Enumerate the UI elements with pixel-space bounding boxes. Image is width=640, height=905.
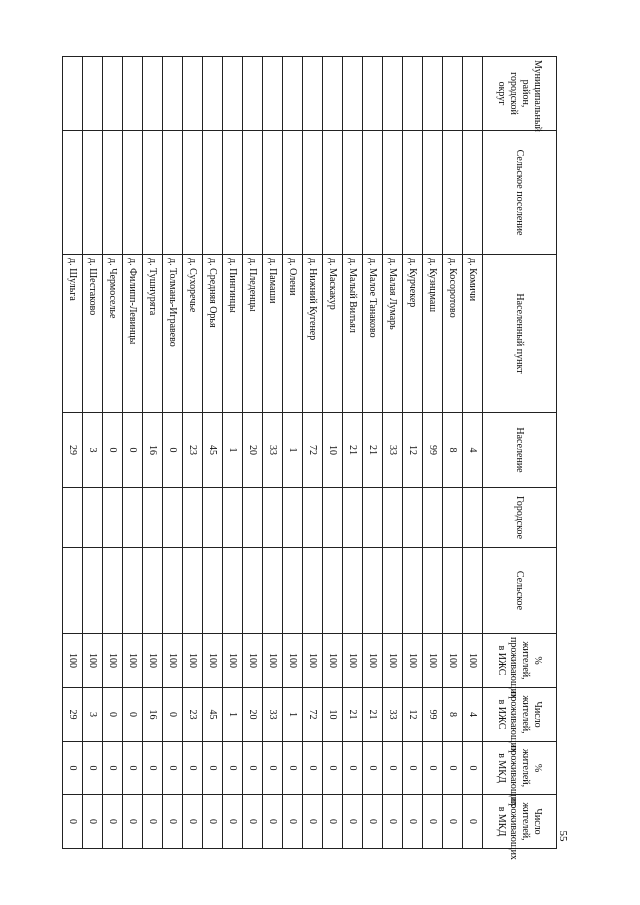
- cell-rural: [63, 548, 83, 634]
- header-num-mkd: Число жителей, проживающих в МКД: [483, 795, 557, 849]
- cell-rural: [383, 548, 403, 634]
- cell-urban: [203, 488, 223, 548]
- cell-pct-mkd: 0: [63, 742, 83, 795]
- cell-num-izhs: 33: [383, 688, 403, 742]
- cell-num-mkd: 0: [123, 795, 143, 849]
- cell-locality: д. Шестаково: [83, 255, 103, 413]
- cell-rural: [463, 548, 483, 634]
- cell-locality: д. Пингинцы: [223, 255, 243, 413]
- cell-district: [83, 57, 103, 131]
- cell-num-mkd: 0: [443, 795, 463, 849]
- cell-district: [203, 57, 223, 131]
- table-row: [143, 57, 163, 849]
- cell-population: 0: [123, 413, 143, 488]
- table-row: [263, 57, 283, 849]
- cell-num-izhs: 33: [263, 688, 283, 742]
- cell-pct-izhs: 100: [323, 634, 343, 688]
- cell-locality: д. Малое Танаково: [363, 255, 383, 413]
- table-row: [163, 57, 183, 849]
- table-row: [443, 57, 463, 849]
- cell-urban: [263, 488, 283, 548]
- cell-pct-mkd: 0: [303, 742, 323, 795]
- cell-district: [343, 57, 363, 131]
- cell-district: [403, 57, 423, 131]
- cell-settlement: [283, 131, 303, 255]
- cell-district: [63, 57, 83, 131]
- cell-district: [223, 57, 243, 131]
- cell-population: 10: [323, 413, 343, 488]
- cell-population: 21: [363, 413, 383, 488]
- cell-num-mkd: 0: [283, 795, 303, 849]
- table-row: [123, 57, 143, 849]
- cell-settlement: [143, 131, 163, 255]
- cell-pct-izhs: 100: [303, 634, 323, 688]
- cell-num-mkd: 0: [403, 795, 423, 849]
- rotated-table-content: [67, 56, 557, 860]
- cell-population: 3: [83, 413, 103, 488]
- cell-num-mkd: 0: [343, 795, 363, 849]
- cell-rural: [363, 548, 383, 634]
- cell-pct-izhs: 100: [103, 634, 123, 688]
- table-row: [423, 57, 443, 849]
- cell-district: [323, 57, 343, 131]
- cell-pct-izhs: 100: [263, 634, 283, 688]
- cell-locality: д. Шульга: [63, 255, 83, 413]
- cell-rural: [163, 548, 183, 634]
- cell-urban: [323, 488, 343, 548]
- header-urban: Городское: [483, 488, 557, 548]
- cell-pct-izhs: 100: [83, 634, 103, 688]
- cell-num-izhs: 72: [303, 688, 323, 742]
- cell-pct-izhs: 100: [63, 634, 83, 688]
- cell-num-izhs: 3: [83, 688, 103, 742]
- cell-num-mkd: 0: [323, 795, 343, 849]
- cell-rural: [123, 548, 143, 634]
- cell-district: [383, 57, 403, 131]
- cell-district: [243, 57, 263, 131]
- cell-pct-mkd: 0: [243, 742, 263, 795]
- cell-locality: д. Пледенцы: [243, 255, 263, 413]
- cell-population: 20: [243, 413, 263, 488]
- cell-settlement: [303, 131, 323, 255]
- table-row: [283, 57, 303, 849]
- cell-urban: [103, 488, 123, 548]
- cell-num-izhs: 21: [343, 688, 363, 742]
- table-row: [83, 57, 103, 849]
- cell-rural: [343, 548, 363, 634]
- header-pct-mkd: % жителей, проживающих в МКД: [483, 742, 557, 795]
- cell-locality: д. Косоротово: [443, 255, 463, 413]
- cell-num-mkd: 0: [363, 795, 383, 849]
- cell-district: [103, 57, 123, 131]
- table-row: [403, 57, 423, 849]
- header-rural: Сельское: [483, 548, 557, 634]
- table-row: [243, 57, 263, 849]
- cell-pct-izhs: 100: [183, 634, 203, 688]
- cell-population: 0: [163, 413, 183, 488]
- cell-rural: [243, 548, 263, 634]
- rotated-table-frame: [67, 56, 557, 860]
- cell-rural: [303, 548, 323, 634]
- cell-urban: [143, 488, 163, 548]
- cell-num-izhs: 45: [203, 688, 223, 742]
- table-row: [363, 57, 383, 849]
- cell-settlement: [223, 131, 243, 255]
- cell-rural: [403, 548, 423, 634]
- cell-urban: [243, 488, 263, 548]
- cell-locality: д. Малый Вилъял: [343, 255, 363, 413]
- cell-pct-mkd: 0: [143, 742, 163, 795]
- cell-settlement: [263, 131, 283, 255]
- cell-locality: д. Сухоречье: [183, 255, 203, 413]
- cell-rural: [263, 548, 283, 634]
- cell-pct-izhs: 100: [203, 634, 223, 688]
- cell-pct-mkd: 0: [83, 742, 103, 795]
- cell-rural: [183, 548, 203, 634]
- cell-urban: [63, 488, 83, 548]
- cell-population: 12: [403, 413, 423, 488]
- cell-urban: [443, 488, 463, 548]
- cell-settlement: [363, 131, 383, 255]
- cell-pct-izhs: 100: [243, 634, 263, 688]
- header-locality: Населенный пункт: [483, 255, 557, 413]
- cell-num-izhs: 12: [403, 688, 423, 742]
- cell-num-izhs: 23: [183, 688, 203, 742]
- cell-rural: [223, 548, 243, 634]
- cell-district: [143, 57, 163, 131]
- cell-settlement: [63, 131, 83, 255]
- header-pct-izhs: % жителей, проживающих в ИЖС: [483, 634, 557, 688]
- cell-num-mkd: 0: [183, 795, 203, 849]
- cell-pct-mkd: 0: [443, 742, 463, 795]
- cell-settlement: [323, 131, 343, 255]
- cell-locality: д. Комичи: [463, 255, 483, 413]
- cell-locality: д. Олени: [283, 255, 303, 413]
- cell-district: [163, 57, 183, 131]
- cell-pct-izhs: 100: [443, 634, 463, 688]
- cell-population: 23: [183, 413, 203, 488]
- cell-num-izhs: 8: [443, 688, 463, 742]
- cell-urban: [283, 488, 303, 548]
- cell-num-mkd: 0: [63, 795, 83, 849]
- cell-urban: [303, 488, 323, 548]
- cell-settlement: [443, 131, 463, 255]
- cell-district: [423, 57, 443, 131]
- header-district: Муниципальный район, городской округ: [483, 57, 557, 131]
- cell-settlement: [103, 131, 123, 255]
- cell-district: [303, 57, 323, 131]
- cell-pct-izhs: 100: [463, 634, 483, 688]
- cell-pct-izhs: 100: [283, 634, 303, 688]
- cell-num-izhs: 1: [223, 688, 243, 742]
- cell-num-izhs: 0: [103, 688, 123, 742]
- cell-num-mkd: 0: [463, 795, 483, 849]
- cell-urban: [223, 488, 243, 548]
- cell-settlement: [83, 131, 103, 255]
- cell-pct-mkd: 0: [423, 742, 443, 795]
- cell-pct-mkd: 0: [263, 742, 283, 795]
- cell-population: 16: [143, 413, 163, 488]
- cell-pct-mkd: 0: [163, 742, 183, 795]
- table-header-row: [483, 57, 557, 849]
- cell-num-mkd: 0: [143, 795, 163, 849]
- cell-num-izhs: 0: [163, 688, 183, 742]
- cell-rural: [423, 548, 443, 634]
- cell-population: 0: [103, 413, 123, 488]
- cell-num-mkd: 0: [383, 795, 403, 849]
- cell-num-mkd: 0: [83, 795, 103, 849]
- cell-urban: [123, 488, 143, 548]
- cell-pct-mkd: 0: [403, 742, 423, 795]
- header-population: Население: [483, 413, 557, 488]
- cell-pct-izhs: 100: [343, 634, 363, 688]
- cell-rural: [323, 548, 343, 634]
- cell-rural: [83, 548, 103, 634]
- cell-urban: [423, 488, 443, 548]
- table-row: [343, 57, 363, 849]
- cell-pct-izhs: 100: [163, 634, 183, 688]
- cell-num-izhs: 21: [363, 688, 383, 742]
- table-row: [183, 57, 203, 849]
- cell-num-mkd: 0: [243, 795, 263, 849]
- header-settlement: Сельское поселение: [483, 131, 557, 255]
- cell-pct-izhs: 100: [123, 634, 143, 688]
- cell-pct-izhs: 100: [363, 634, 383, 688]
- table-row: [223, 57, 243, 849]
- cell-settlement: [203, 131, 223, 255]
- cell-num-izhs: 4: [463, 688, 483, 742]
- cell-pct-mkd: 0: [463, 742, 483, 795]
- cell-population: 21: [343, 413, 363, 488]
- cell-district: [263, 57, 283, 131]
- cell-urban: [183, 488, 203, 548]
- cell-locality: д. Курчекер: [403, 255, 423, 413]
- cell-pct-izhs: 100: [383, 634, 403, 688]
- cell-pct-mkd: 0: [183, 742, 203, 795]
- cell-num-mkd: 0: [103, 795, 123, 849]
- cell-locality: д. Кузнцмаш: [423, 255, 443, 413]
- cell-pct-izhs: 100: [223, 634, 243, 688]
- table-row: [463, 57, 483, 849]
- cell-urban: [403, 488, 423, 548]
- cell-rural: [203, 548, 223, 634]
- cell-num-mkd: 0: [263, 795, 283, 849]
- cell-settlement: [123, 131, 143, 255]
- cell-district: [363, 57, 383, 131]
- cell-pct-mkd: 0: [323, 742, 343, 795]
- cell-num-izhs: 0: [123, 688, 143, 742]
- cell-rural: [143, 548, 163, 634]
- cell-rural: [283, 548, 303, 634]
- cell-locality: д. Толмань-Игравево: [163, 255, 183, 413]
- cell-settlement: [383, 131, 403, 255]
- cell-population: 29: [63, 413, 83, 488]
- cell-population: 8: [443, 413, 463, 488]
- cell-district: [443, 57, 463, 131]
- cell-urban: [343, 488, 363, 548]
- cell-pct-mkd: 0: [363, 742, 383, 795]
- cell-settlement: [243, 131, 263, 255]
- cell-urban: [383, 488, 403, 548]
- cell-district: [463, 57, 483, 131]
- cell-urban: [83, 488, 103, 548]
- cell-population: 33: [383, 413, 403, 488]
- cell-pct-mkd: 0: [383, 742, 403, 795]
- cell-pct-izhs: 100: [423, 634, 443, 688]
- table-row: [383, 57, 403, 849]
- cell-pct-mkd: 0: [123, 742, 143, 795]
- cell-locality: д. Чермоселье: [103, 255, 123, 413]
- cell-locality: д. Маскакур: [323, 255, 343, 413]
- cell-population: 1: [223, 413, 243, 488]
- cell-pct-izhs: 100: [143, 634, 163, 688]
- cell-pct-mkd: 0: [283, 742, 303, 795]
- cell-rural: [103, 548, 123, 634]
- cell-locality: д. Филипп-Левинцы: [123, 255, 143, 413]
- page-number: 55: [557, 830, 569, 842]
- cell-num-izhs: 1: [283, 688, 303, 742]
- cell-pct-mkd: 0: [203, 742, 223, 795]
- cell-urban: [363, 488, 383, 548]
- header-num-izhs: Число жителей, проживающих в ИЖС: [483, 688, 557, 742]
- cell-num-mkd: 0: [303, 795, 323, 849]
- cell-settlement: [403, 131, 423, 255]
- population-table: [62, 56, 557, 860]
- cell-num-izhs: 20: [243, 688, 263, 742]
- table-row: [323, 57, 343, 849]
- cell-rural: [443, 548, 463, 634]
- cell-settlement: [423, 131, 443, 255]
- cell-num-mkd: 0: [163, 795, 183, 849]
- cell-num-izhs: 10: [323, 688, 343, 742]
- cell-district: [123, 57, 143, 131]
- table-row: [63, 57, 83, 849]
- cell-settlement: [463, 131, 483, 255]
- table-row: [303, 57, 323, 849]
- cell-num-mkd: 0: [203, 795, 223, 849]
- cell-locality: д. Памаши: [263, 255, 283, 413]
- cell-locality: д. Тушнурята: [143, 255, 163, 413]
- cell-population: 72: [303, 413, 323, 488]
- table-row: [203, 57, 223, 849]
- cell-population: 4: [463, 413, 483, 488]
- cell-num-mkd: 0: [223, 795, 243, 849]
- cell-locality: д. Нижний Кугенер: [303, 255, 323, 413]
- cell-num-izhs: 16: [143, 688, 163, 742]
- cell-population: 1: [283, 413, 303, 488]
- table-row: [103, 57, 123, 849]
- cell-settlement: [163, 131, 183, 255]
- cell-pct-mkd: 0: [223, 742, 243, 795]
- cell-pct-mkd: 0: [103, 742, 123, 795]
- cell-pct-izhs: 100: [403, 634, 423, 688]
- cell-num-izhs: 29: [63, 688, 83, 742]
- cell-district: [183, 57, 203, 131]
- cell-population: 99: [423, 413, 443, 488]
- cell-locality: д. Малая Лумарь: [383, 255, 403, 413]
- cell-num-izhs: 99: [423, 688, 443, 742]
- cell-urban: [463, 488, 483, 548]
- cell-settlement: [183, 131, 203, 255]
- cell-locality: д. Средняя Орья: [203, 255, 223, 413]
- cell-pct-mkd: 0: [343, 742, 363, 795]
- cell-population: 33: [263, 413, 283, 488]
- cell-urban: [163, 488, 183, 548]
- cell-num-mkd: 0: [423, 795, 443, 849]
- cell-settlement: [343, 131, 363, 255]
- cell-population: 45: [203, 413, 223, 488]
- cell-district: [283, 57, 303, 131]
